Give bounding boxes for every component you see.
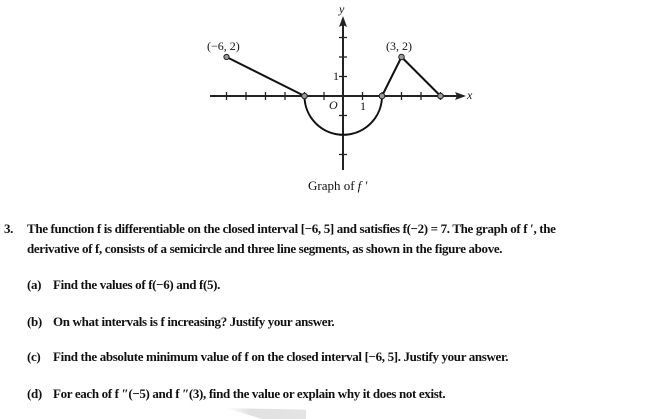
part-d-text: For each of f ″(−5) and f ″(3), find the value or explain why it does not exist.: [53, 386, 446, 401]
part-a-text: Find the values of f(−6) and f(5).: [53, 277, 221, 292]
graph-canvas: [0, 0, 651, 200]
part-c-tag: (c): [27, 349, 41, 364]
point-neg2-0: [302, 93, 308, 99]
problem-stem-line-1: The function f is differentiable on the closed interval [−6, 5] and satisfies f(−2) = 7. The graph of f ′, the: [27, 221, 556, 236]
point-2-0: [379, 93, 385, 99]
caption-prefix: Graph of: [308, 178, 355, 193]
caption-function: f ′: [357, 178, 368, 193]
part-a-tag: (a): [27, 277, 42, 292]
part-b-text: On what intervals is f increasing? Justify your answer.: [53, 314, 335, 329]
point-label-neg6-2: (−6, 2): [207, 39, 240, 53]
watermark-arrow-icon: [226, 408, 306, 419]
problem-number: 3.: [4, 221, 14, 236]
part-c-text: Find the absolute minimum value of f on the closed interval [−6, 5]. Justify your answer.: [53, 349, 509, 364]
part-d: [27, 386, 445, 402]
point-5-0: [438, 93, 444, 99]
problem-3: [4, 219, 649, 259]
part-d-tag: (d): [27, 386, 42, 401]
x-tick-one-label: 1: [360, 99, 366, 113]
point-neg6-2: [224, 54, 229, 59]
point-3-2: [399, 54, 405, 60]
segments-2-3: [382, 57, 441, 96]
y-tick-one-label: 1: [333, 69, 339, 83]
problem-stem-line-2: derivative of f, consists of a semicircle and three line segments, as shown in the figure above.: [27, 241, 503, 256]
graph-of-f-prime: [0, 0, 651, 200]
x-axis-label: x: [467, 88, 473, 102]
origin-label: O: [329, 98, 338, 112]
y-axis-label: y: [339, 2, 345, 16]
graph-caption: [308, 178, 367, 194]
segment-1: [227, 57, 305, 96]
part-a: [27, 277, 220, 293]
point-label-3-2: (3, 2): [386, 39, 412, 53]
part-b-tag: (b): [27, 314, 42, 329]
part-c: [27, 349, 508, 365]
part-b: [27, 314, 334, 330]
